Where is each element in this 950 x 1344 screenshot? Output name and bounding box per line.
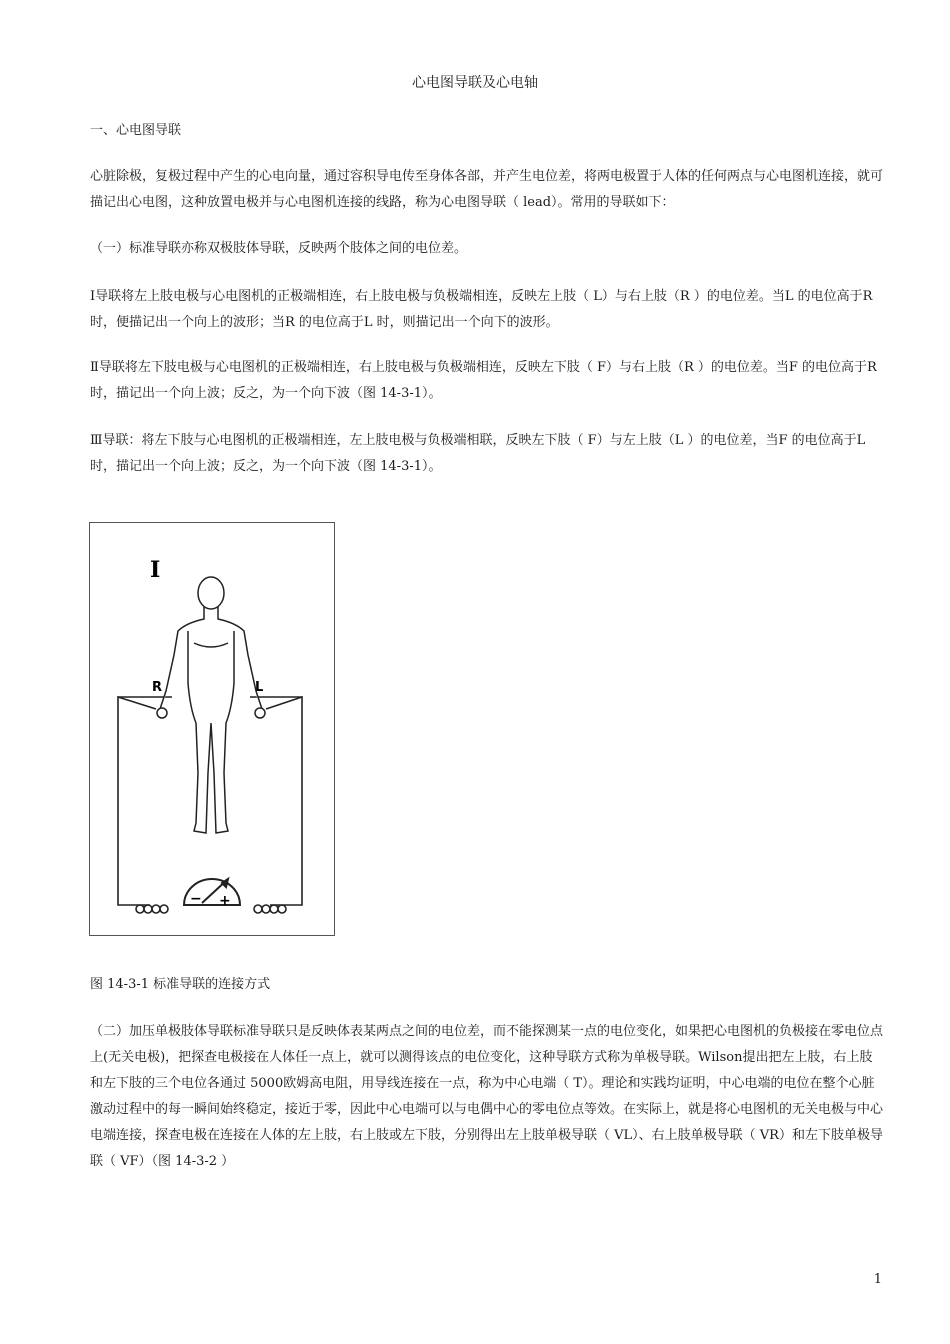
lead-label: I — [150, 557, 161, 583]
standard-leads-paragraph: （一）标准导联亦称双极肢体导联，反映两个肢体之间的电位差。 — [90, 241, 468, 256]
human-figure — [157, 577, 265, 833]
intro-paragraph: 心脏除极，复极过程中产生的心电向量，通过容积导电传至身体各部，并产生电位差，将两电极置于人体的任何两点与心电图机连接，就可描记出心电图，这种放置电极并与心电图机连接的线路，称为心电图导联（ lead）。常用的导联如下： — [90, 169, 884, 210]
minus-sign: − — [190, 891, 202, 907]
augmented-leads-paragraph: （二）加压单极肢体导联标准导联只是反映体表某两点之间的电位差，而不能探测某一点的电位变化，如果把心电图机的负极接在零电位点上(无关电极)，把探查电极接在人体任一点上，就可以测得该点的电位变化，这种导联方式称为单极导联。Wilson提出把左上肢，右上肢和左下肢的三个电位各通过 5000欧姆高电阻，用导线连接在一点，称为中心电端（ T）。理论和实践均证明，中心电端的电位在整个心脏激动过程中的每一瞬间始终稳定，接近于零，因此中心电端可以与电偶中心的零电位点等效。在实际上，就是将心电图机的无关电极与中心电端连接，探查电极在连接在人体的左上肢，右上肢或左下肢，分别得出左上肢单极导联（ VL）、右上肢单极导联（ VR）和左下肢单极导联（ VF）（图 14-3-2 ） — [90, 1024, 884, 1169]
section-heading: 一、心电图导联 — [90, 123, 182, 138]
plus-sign: + — [219, 893, 231, 909]
lead-i-paragraph: Ⅰ导联将左上肢电极与心电图机的正极端相连，右上肢电极与负极端相连，反映左上肢（ L）与右上肢（R ）的电位差。当L 的电位高于R 时，便描记出一个向上的波形；当R 的电位高于L 时，则描记出一个向下的波形。 — [90, 289, 873, 330]
lead-connection-figure — [89, 522, 335, 936]
left-arm-label: L — [255, 680, 264, 695]
coil-left — [136, 905, 168, 913]
lead-diagram — [90, 523, 334, 935]
figure-caption: 图 14-3-1 标准导联的连接方式 — [90, 977, 271, 992]
lead-ii-paragraph: Ⅱ导联将左下肢电极与心电图机的正极端相连，右上肢电极与负极端相连，反映左下肢（ F）与右上肢（R ）的电位差。当F 的电位高于R 时，描记出一个向上波；反之，为一个向下波（图 14-3-1）。 — [90, 360, 877, 401]
lead-iii-paragraph: Ⅲ导联：将左下肢与心电图机的正极端相连，左上肢电极与负极端相联，反映左下肢（ F）与左上肢（L ）的电位差，当F 的电位高于L 时，描记出一个向上波；反之，为一个向下波（图 14-3-1）。 — [90, 433, 866, 474]
page-title: 心电图导联及心电轴 — [412, 75, 538, 91]
right-arm-label: R — [152, 680, 163, 695]
page-number: 1 — [873, 1272, 882, 1287]
coil-right — [254, 905, 286, 913]
